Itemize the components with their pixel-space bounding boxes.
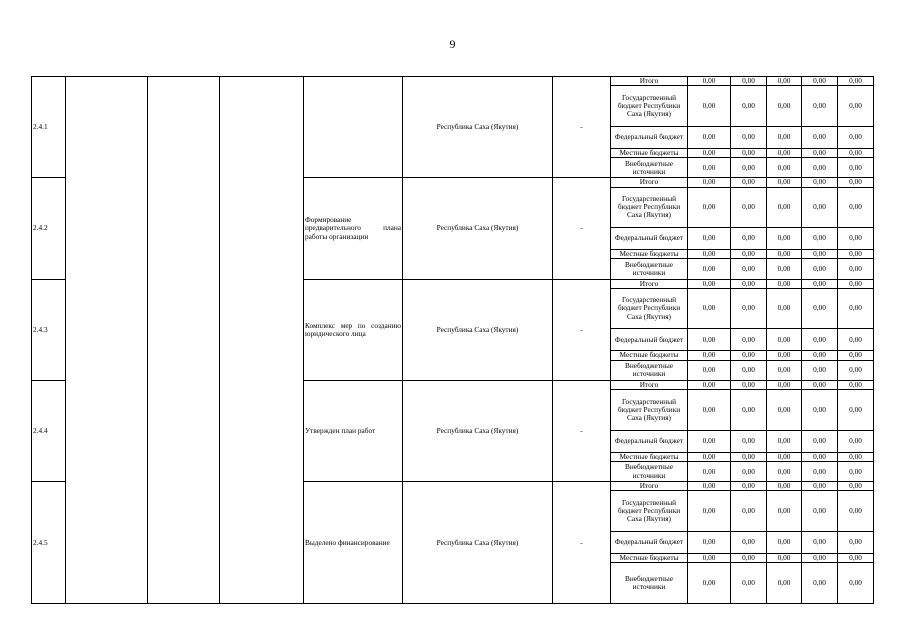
region-cell: Республика Саха (Якутия) [403,279,553,380]
value-cell: 0,00 [802,148,838,157]
measure-name: Комплекс мер по созданию юридического лица [304,279,403,380]
value-cell: 0,00 [688,390,731,430]
value-cell: 0,00 [688,452,731,461]
dash-cell: - [553,77,611,178]
value-cell: 0,00 [731,360,767,380]
value-cell: 0,00 [731,187,767,227]
value-cell: 0,00 [767,288,802,328]
page-number: 9 [449,37,456,51]
value-cell: 0,00 [767,86,802,126]
value-cell: 0,00 [731,227,767,249]
dash-cell: - [553,380,611,481]
funding-source: Государственный бюджет Республики Саха (Якутия) [611,390,688,430]
value-cell: 0,00 [838,126,874,148]
value-cell: 0,00 [731,462,767,482]
value-cell: 0,00 [802,430,838,452]
value-cell: 0,00 [838,351,874,360]
value-cell: 0,00 [688,462,731,482]
value-cell: 0,00 [838,380,874,389]
value-cell: 0,00 [838,148,874,157]
value-cell: 0,00 [767,227,802,249]
funding-source: Федеральный бюджет [611,227,688,249]
value-cell: 0,00 [731,554,767,563]
value-cell: 0,00 [838,259,874,279]
funding-source: Федеральный бюджет [611,430,688,452]
value-cell: 0,00 [688,554,731,563]
value-cell: 0,00 [838,288,874,328]
value-cell: 0,00 [731,288,767,328]
value-cell: 0,00 [767,430,802,452]
funding-source: Итого [611,178,688,187]
value-cell: 0,00 [802,279,838,288]
funding-source: Итого [611,482,688,491]
value-cell: 0,00 [802,452,838,461]
value-cell: 0,00 [802,482,838,491]
value-cell: 0,00 [688,279,731,288]
funding-source: Итого [611,77,688,86]
measure-name: Утвержден план работ [304,380,403,481]
value-cell: 0,00 [838,430,874,452]
value-cell: 0,00 [767,531,802,553]
value-cell: 0,00 [838,187,874,227]
value-cell: 0,00 [767,158,802,178]
value-cell: 0,00 [731,430,767,452]
value-cell: 0,00 [802,531,838,553]
value-cell: 0,00 [767,390,802,430]
value-cell: 0,00 [838,462,874,482]
funding-source: Федеральный бюджет [611,531,688,553]
value-cell: 0,00 [688,77,731,86]
value-cell: 0,00 [838,563,874,604]
value-cell: 0,00 [802,259,838,279]
value-cell: 0,00 [688,259,731,279]
funding-source: Местные бюджеты [611,148,688,157]
value-cell: 0,00 [838,390,874,430]
value-cell: 0,00 [731,77,767,86]
table-row [32,77,874,86]
value-cell: 0,00 [688,430,731,452]
value-cell: 0,00 [802,380,838,389]
value-cell: 0,00 [767,462,802,482]
row-number: 2.4.1 [32,77,66,178]
value-cell: 0,00 [767,250,802,259]
region-cell: Республика Саха (Якутия) [403,77,553,178]
value-cell: 0,00 [838,86,874,126]
value-cell: 0,00 [688,86,731,126]
funding-source: Государственный бюджет Республики Саха (Якутия) [611,491,688,531]
value-cell: 0,00 [802,288,838,328]
funding-source: Государственный бюджет Республики Саха (Якутия) [611,187,688,227]
value-cell: 0,00 [838,360,874,380]
value-cell: 0,00 [688,288,731,328]
value-cell: 0,00 [731,86,767,126]
value-cell: 0,00 [731,531,767,553]
row-number: 2.4.4 [32,380,66,481]
value-cell: 0,00 [767,77,802,86]
funding-source: Местные бюджеты [611,351,688,360]
value-cell: 0,00 [731,279,767,288]
funding-source: Государственный бюджет Республики Саха (Якутия) [611,288,688,328]
value-cell: 0,00 [838,250,874,259]
value-cell: 0,00 [731,148,767,157]
funding-source: Внебюджетные источники [611,563,688,604]
value-cell: 0,00 [731,126,767,148]
funding-source: Местные бюджеты [611,250,688,259]
value-cell: 0,00 [802,126,838,148]
value-cell: 0,00 [802,187,838,227]
value-cell: 0,00 [802,360,838,380]
dash-cell: - [553,279,611,380]
funding-source: Федеральный бюджет [611,329,688,351]
value-cell: 0,00 [802,86,838,126]
value-cell: 0,00 [688,148,731,157]
value-cell: 0,00 [731,452,767,461]
value-cell: 0,00 [838,178,874,187]
value-cell: 0,00 [767,491,802,531]
value-cell: 0,00 [767,482,802,491]
value-cell: 0,00 [767,187,802,227]
value-cell: 0,00 [731,329,767,351]
funding-source: Итого [611,380,688,389]
funding-source: Местные бюджеты [611,554,688,563]
value-cell: 0,00 [731,380,767,389]
value-cell: 0,00 [767,563,802,604]
value-cell: 0,00 [838,482,874,491]
dash-cell: - [553,178,611,279]
value-cell: 0,00 [767,126,802,148]
value-cell: 0,00 [838,158,874,178]
value-cell: 0,00 [688,563,731,604]
value-cell: 0,00 [688,158,731,178]
value-cell: 0,00 [688,360,731,380]
value-cell: 0,00 [688,531,731,553]
value-cell: 0,00 [688,380,731,389]
blank-col-a [66,77,148,604]
value-cell: 0,00 [767,279,802,288]
row-number: 2.4.3 [32,279,66,380]
measure-name [304,77,403,178]
funding-source: Федеральный бюджет [611,126,688,148]
funding-source: Государственный бюджет Республики Саха (Якутия) [611,86,688,126]
value-cell: 0,00 [767,452,802,461]
value-cell: 0,00 [802,390,838,430]
value-cell: 0,00 [838,554,874,563]
value-cell: 0,00 [802,351,838,360]
value-cell: 0,00 [838,531,874,553]
value-cell: 0,00 [802,77,838,86]
value-cell: 0,00 [688,482,731,491]
value-cell: 0,00 [688,227,731,249]
dash-cell: - [553,482,611,604]
funding-source: Итого [611,279,688,288]
value-cell: 0,00 [731,178,767,187]
value-cell: 0,00 [688,178,731,187]
value-cell: 0,00 [838,329,874,351]
value-cell: 0,00 [838,279,874,288]
region-cell: Республика Саха (Якутия) [403,178,553,279]
value-cell: 0,00 [802,250,838,259]
value-cell: 0,00 [802,178,838,187]
value-cell: 0,00 [767,380,802,389]
row-number: 2.4.5 [32,482,66,604]
blank-col-b [148,77,220,604]
value-cell: 0,00 [688,187,731,227]
blank-col-c [220,77,304,604]
value-cell: 0,00 [767,178,802,187]
value-cell: 0,00 [731,158,767,178]
value-cell: 0,00 [731,250,767,259]
value-cell: 0,00 [731,491,767,531]
value-cell: 0,00 [688,491,731,531]
value-cell: 0,00 [802,462,838,482]
value-cell: 0,00 [802,158,838,178]
value-cell: 0,00 [767,351,802,360]
value-cell: 0,00 [731,482,767,491]
value-cell: 0,00 [767,360,802,380]
value-cell: 0,00 [688,351,731,360]
value-cell: 0,00 [688,126,731,148]
measure-name: Формирование предварительного плана работы организации [304,178,403,279]
funding-source: Внебюджетные источники [611,462,688,482]
value-cell: 0,00 [802,329,838,351]
value-cell: 0,00 [838,452,874,461]
region-cell: Республика Саха (Якутия) [403,482,553,604]
measure-name: Выделено финансирование [304,482,403,604]
value-cell: 0,00 [767,259,802,279]
value-cell: 0,00 [767,329,802,351]
region-cell: Республика Саха (Якутия) [403,380,553,481]
funding-source: Внебюджетные источники [611,259,688,279]
value-cell: 0,00 [731,563,767,604]
funding-source: Местные бюджеты [611,452,688,461]
funding-source: Внебюджетные источники [611,360,688,380]
value-cell: 0,00 [838,491,874,531]
value-cell: 0,00 [838,227,874,249]
value-cell: 0,00 [802,227,838,249]
value-cell: 0,00 [688,329,731,351]
value-cell: 0,00 [731,259,767,279]
value-cell: 0,00 [802,554,838,563]
value-cell: 0,00 [767,554,802,563]
funding-source: Внебюджетные источники [611,158,688,178]
value-cell: 0,00 [802,563,838,604]
row-number: 2.4.2 [32,178,66,279]
value-cell: 0,00 [802,491,838,531]
value-cell: 0,00 [767,148,802,157]
value-cell: 0,00 [688,250,731,259]
funding-table [31,76,874,604]
value-cell: 0,00 [838,77,874,86]
value-cell: 0,00 [731,351,767,360]
value-cell: 0,00 [731,390,767,430]
